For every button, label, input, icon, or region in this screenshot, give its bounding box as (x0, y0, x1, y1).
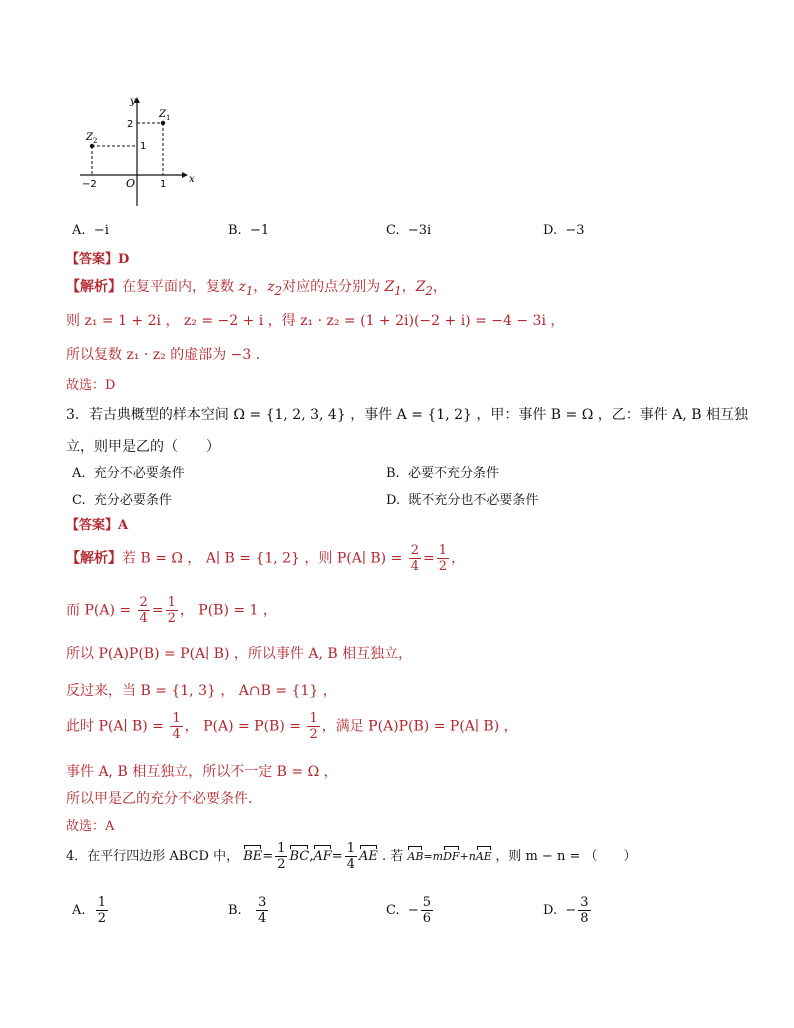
vector-bc: BC (289, 849, 310, 864)
text: = (151, 602, 164, 619)
fraction: $\frac{2}{4}$ (139, 595, 148, 626)
vector-be: BE (243, 849, 263, 864)
vector-ae: AE (358, 849, 378, 864)
text: ， P(A) = P(B) = (184, 718, 301, 735)
answer-label: 【答案】 (66, 518, 119, 533)
fraction: $\frac{1}{2}$ (309, 711, 318, 742)
tick-label: −2 (82, 179, 97, 190)
text: ， (451, 550, 466, 567)
text: ， (253, 279, 268, 295)
option-letter: A. (72, 223, 86, 238)
y-axis-label: y (130, 96, 136, 107)
q2-option-b (228, 223, 269, 238)
Z2-symbol: $Z_2$ (415, 279, 433, 298)
var-m: m (432, 850, 444, 863)
text: 在复平面内，复数 (122, 279, 234, 295)
fraction: $\frac{1}{4}$ (346, 841, 355, 872)
var-n: n (468, 850, 476, 863)
text: + (459, 850, 469, 863)
fraction: $\frac{5}{6}$ (422, 895, 432, 926)
text: ， (432, 279, 447, 295)
q3-analysis-line7: 所以甲是乙的充分不必要条件. (66, 791, 253, 807)
q4-stem (66, 842, 637, 871)
tick-label: 1 (140, 141, 147, 152)
fraction: $\frac{2}{4}$ (410, 543, 420, 574)
analysis-label: 【解析】 (66, 279, 122, 295)
x-axis-arrow (182, 172, 188, 178)
z2-subscript: 2 (93, 137, 98, 145)
analysis-label: 【解析】 (66, 550, 122, 567)
option-value: −3i (407, 223, 432, 238)
text: 而 P(A) = (66, 602, 132, 619)
text: ，则 m − n = （ ） (495, 849, 637, 864)
q3-analysis-line4: 反过来，当 B = {1, 3} ， A∩B = {1} ， (66, 683, 337, 699)
fraction: $\frac{1}{2}$ (277, 841, 286, 872)
q2-answer (66, 248, 129, 267)
q3-analysis-line3: 所以 P(A)P(B) = P(A∣ B) ，所以事件 A, B 相互独立， (66, 646, 413, 662)
text: 4．在平行四边形 ABCD 中， (66, 849, 240, 864)
q3-analysis-line1 (66, 544, 465, 573)
vector-af: AF (313, 849, 332, 864)
vector-ae: AE (475, 850, 492, 863)
text: . 若 (382, 849, 404, 864)
point-z1 (161, 121, 165, 125)
fraction: $\frac{1}{4}$ (172, 711, 181, 742)
q3-option-a (72, 462, 185, 481)
text: 对应的点分别为 (282, 279, 381, 295)
q2-option-d (543, 223, 585, 238)
answer-value: A (118, 518, 129, 533)
q3-analysis-line6: 事件 A, B 相互独立，所以不一定 B = Ω ， (66, 764, 338, 780)
z1-symbol: $z_1$ (238, 279, 254, 298)
text: = (331, 849, 343, 864)
tick-label: 1 (160, 179, 167, 190)
option-letter: A. (72, 903, 86, 918)
tick-label: 2 (127, 119, 134, 130)
option-letter: C. (72, 493, 86, 508)
option-sign: − (565, 903, 577, 918)
x-axis-label: x (189, 174, 195, 185)
fraction: $\frac{3}{4}$ (258, 895, 267, 926)
text: ，满足 P(A)P(B) = P(A∣ B) ， (321, 718, 518, 735)
q4-option-c (386, 896, 435, 925)
answer-label: 【答案】 (66, 252, 119, 267)
text: ， P(B) = 1 ， (179, 602, 277, 619)
option-sign: − (407, 903, 419, 918)
q3-option-b (386, 462, 499, 481)
conclusion-label: 故选： (66, 378, 106, 393)
option-value: 充分必要条件 (93, 493, 172, 508)
q3-analysis-line2 (66, 596, 277, 625)
option-letter: D. (386, 493, 401, 508)
conclusion-value: A (105, 819, 115, 834)
z2-symbol: $z_2$ (267, 279, 283, 298)
z1-label: Z (159, 109, 166, 120)
text: = (423, 850, 433, 863)
option-letter: C. (386, 223, 400, 238)
vector-df: DF (443, 850, 460, 863)
conclusion-label: 故选： (66, 819, 106, 834)
q3-answer (66, 514, 128, 533)
option-value: −3 (565, 223, 585, 238)
q3-stem-line2: 立，则甲是乙的（ ） (66, 439, 220, 455)
q2-option-a (72, 223, 109, 238)
option-letter: D. (543, 223, 558, 238)
text: = (423, 550, 435, 567)
vector-ab: AB (407, 850, 424, 863)
conclusion-value: D (105, 378, 116, 393)
fraction: $\frac{1}{2}$ (167, 595, 176, 626)
q4-option-d (543, 896, 593, 925)
option-letter: D. (543, 903, 558, 918)
q3-conclusion (66, 815, 114, 834)
q3-analysis-line5 (66, 712, 518, 741)
option-letter: A. (72, 466, 86, 481)
q2-option-c (386, 223, 431, 238)
fraction: $\frac{3}{8}$ (580, 895, 589, 926)
text: 若 B = Ω ， A∣ B = {1, 2} ，则 P(A∣ B) = (122, 550, 403, 567)
option-value: −1 (249, 223, 270, 238)
option-letter: B. (386, 466, 400, 481)
origin-label: O (126, 177, 136, 190)
option-letter: C. (386, 903, 400, 918)
option-value: −i (93, 223, 109, 238)
z2-label: Z (86, 132, 93, 143)
option-letter: B. (228, 903, 242, 918)
option-value: 既不充分也不必要条件 (408, 493, 539, 508)
q3-option-c (72, 489, 172, 508)
complex-plane-figure (78, 92, 198, 208)
fraction: $\frac{1}{2}$ (438, 543, 448, 574)
q4-option-a (72, 896, 110, 925)
option-value: 充分不必要条件 (93, 466, 185, 481)
option-value: 必要不充分条件 (407, 466, 499, 481)
z1-subscript: 1 (166, 114, 171, 122)
answer-value: D (118, 252, 130, 267)
text: 此时 P(A∣ B) = (66, 718, 164, 735)
q2-analysis-line2: 则 z₁ = 1 + 2i ， z₂ = −2 + i ，得 z₁ · z₂ = (1 + 2i)(−2 + i) = −4 − 3i ， (66, 313, 565, 329)
q4-option-b (228, 896, 270, 925)
q2-conclusion (66, 374, 115, 393)
q2-analysis-line3: 所以复数 z₁ · z₂ 的虚部为 −3 . (66, 347, 261, 363)
fraction: $\frac{1}{2}$ (97, 895, 107, 926)
Z1-symbol: $Z_1$ (384, 279, 402, 298)
text: , (309, 849, 314, 864)
text: ， (401, 279, 416, 295)
q3-stem-line1: 3．若古典概型的样本空间 Ω = {1, 2, 3, 4} ，事件 A = {1, 2} ，甲：事件 B = Ω ，乙：事件 A, B 相互独 (66, 407, 748, 423)
q2-analysis-line1 (66, 276, 447, 298)
q3-option-d (386, 489, 538, 508)
text: = (262, 849, 274, 864)
option-letter: B. (228, 223, 242, 238)
